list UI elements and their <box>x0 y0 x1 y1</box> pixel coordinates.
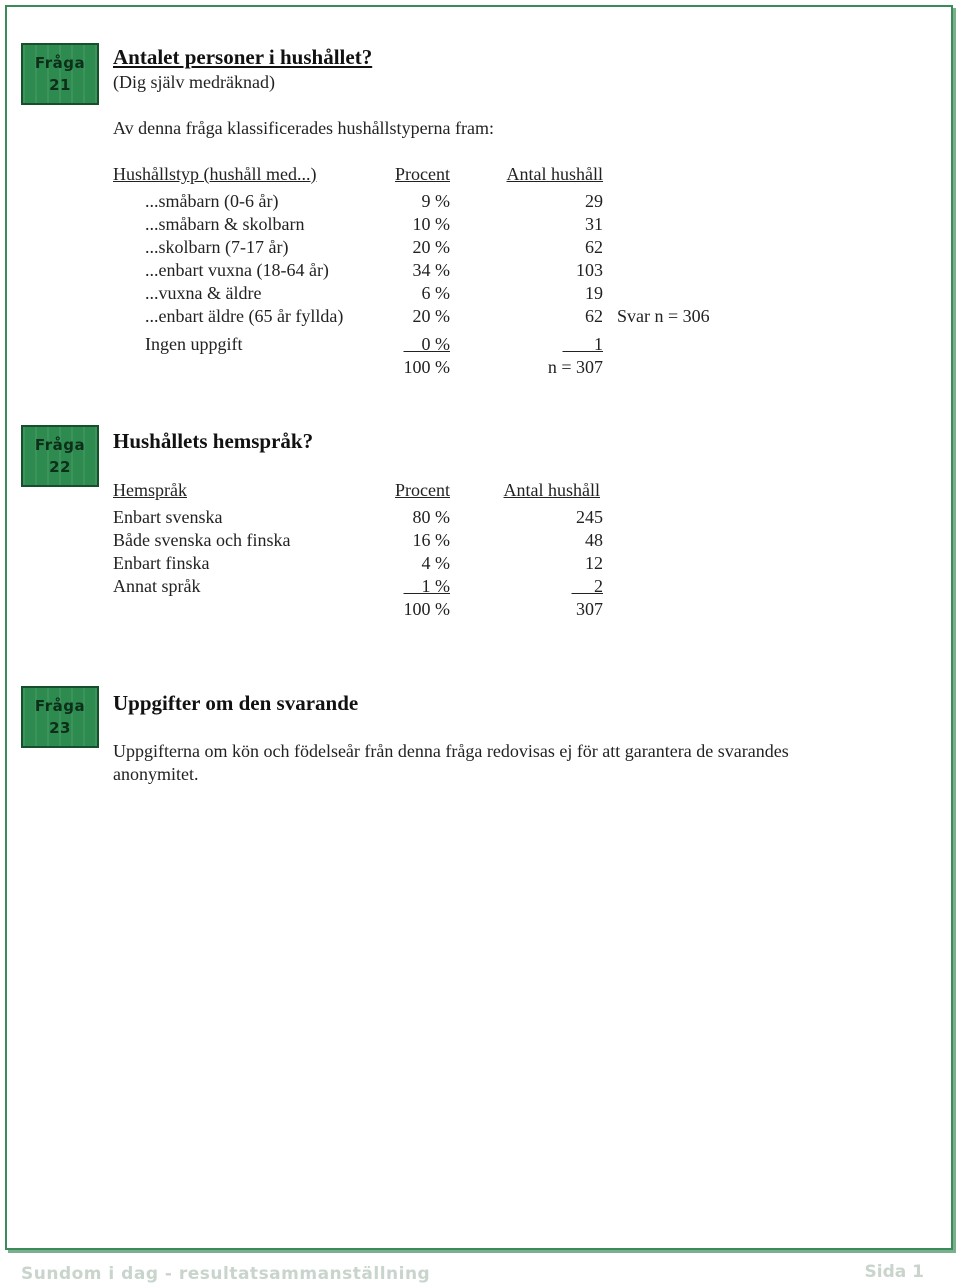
question-21-badge <box>21 43 99 105</box>
table-row-percent: 10 % <box>412 214 450 234</box>
table-row-label: ...enbart vuxna (18-64 år) <box>145 260 329 280</box>
table-row-count: 103 <box>576 260 603 280</box>
table-row-percent: 4 % <box>421 553 450 573</box>
question-22-badge <box>21 425 99 487</box>
response-count-note: Svar n = 306 <box>617 306 710 326</box>
question-21-intro: Av denna fråga klassificerades hushållstyperna fram: <box>113 118 495 138</box>
table-row-label: Annat språk <box>113 576 201 596</box>
missing-count: 1 <box>594 334 603 354</box>
table-row-count: 12 <box>585 553 603 573</box>
q21-header-percent: Procent <box>395 164 450 184</box>
badge-label: Fråga <box>34 436 86 454</box>
missing-percent: 0 % <box>421 334 450 354</box>
table-row-percent: 1 % <box>421 576 450 596</box>
badge-label: Fråga <box>34 697 86 715</box>
table-row-percent: 6 % <box>421 283 450 303</box>
question-23-badge <box>21 686 99 748</box>
table-row-count: 62 <box>585 237 603 257</box>
table-row-count: 245 <box>576 507 603 527</box>
table-row-count: 29 <box>585 191 603 211</box>
table-row-label: ...småbarn & skolbarn <box>145 214 305 234</box>
total-percent: 100 % <box>403 357 450 377</box>
total-count: 307 <box>576 599 603 619</box>
page-number: Sida 1 <box>864 1262 924 1282</box>
table-row-label: ...enbart äldre (65 år fyllda) <box>145 306 344 326</box>
badge-label: Fråga <box>34 54 86 72</box>
total-count: n = 307 <box>547 357 603 377</box>
badge-number: 23 <box>49 719 71 737</box>
table-row-percent: 20 % <box>412 306 450 326</box>
table-row-label: Enbart svenska <box>113 507 223 527</box>
table-row-count: 19 <box>585 283 603 303</box>
question-21-subtitle: (Dig själv medräknad) <box>113 72 275 92</box>
table-row-label: ...skolbarn (7-17 år) <box>145 237 289 257</box>
q22-header-language: Hemspråk <box>113 480 187 500</box>
q21-header-type: Hushållstyp (hushåll med...) <box>113 164 317 184</box>
question-23-title: Uppgifter om den svarande <box>113 691 359 715</box>
question-21-title: Antalet personer i hushållet? <box>113 45 373 69</box>
total-percent: 100 % <box>403 599 450 619</box>
question-22-title: Hushållets hemspråk? <box>113 429 314 453</box>
table-row-count: 48 <box>585 530 603 550</box>
table-row-label: Både svenska och finska <box>113 530 291 550</box>
table-row-percent: 80 % <box>412 507 450 527</box>
table-row-percent: 9 % <box>421 191 450 211</box>
question-23-text-line2: anonymitet. <box>113 764 199 784</box>
table-row-percent: 20 % <box>412 237 450 257</box>
table-row-percent: 16 % <box>412 530 450 550</box>
table-row-label: ...småbarn (0-6 år) <box>145 191 279 211</box>
badge-number: 22 <box>49 458 71 476</box>
table-row-count: 62 <box>585 306 603 326</box>
footer-title: Sundom i dag - resultatsammanställning <box>21 1264 431 1284</box>
table-row-count: 31 <box>585 214 603 234</box>
question-23-text-line1: Uppgifterna om kön och födelseår från denna fråga redovisas ej för att garantera de svarandes <box>113 741 789 761</box>
q22-header-count: Antal hushåll <box>503 480 600 500</box>
q21-header-count: Antal hushåll <box>506 164 603 184</box>
table-row-percent: 34 % <box>412 260 450 280</box>
table-row-label: ...vuxna & äldre <box>145 283 262 303</box>
q22-header-percent: Procent <box>395 480 450 500</box>
missing-label: Ingen uppgift <box>145 334 243 354</box>
table-row-label: Enbart finska <box>113 553 210 573</box>
badge-number: 21 <box>49 76 71 94</box>
table-row-count: 2 <box>594 576 603 596</box>
